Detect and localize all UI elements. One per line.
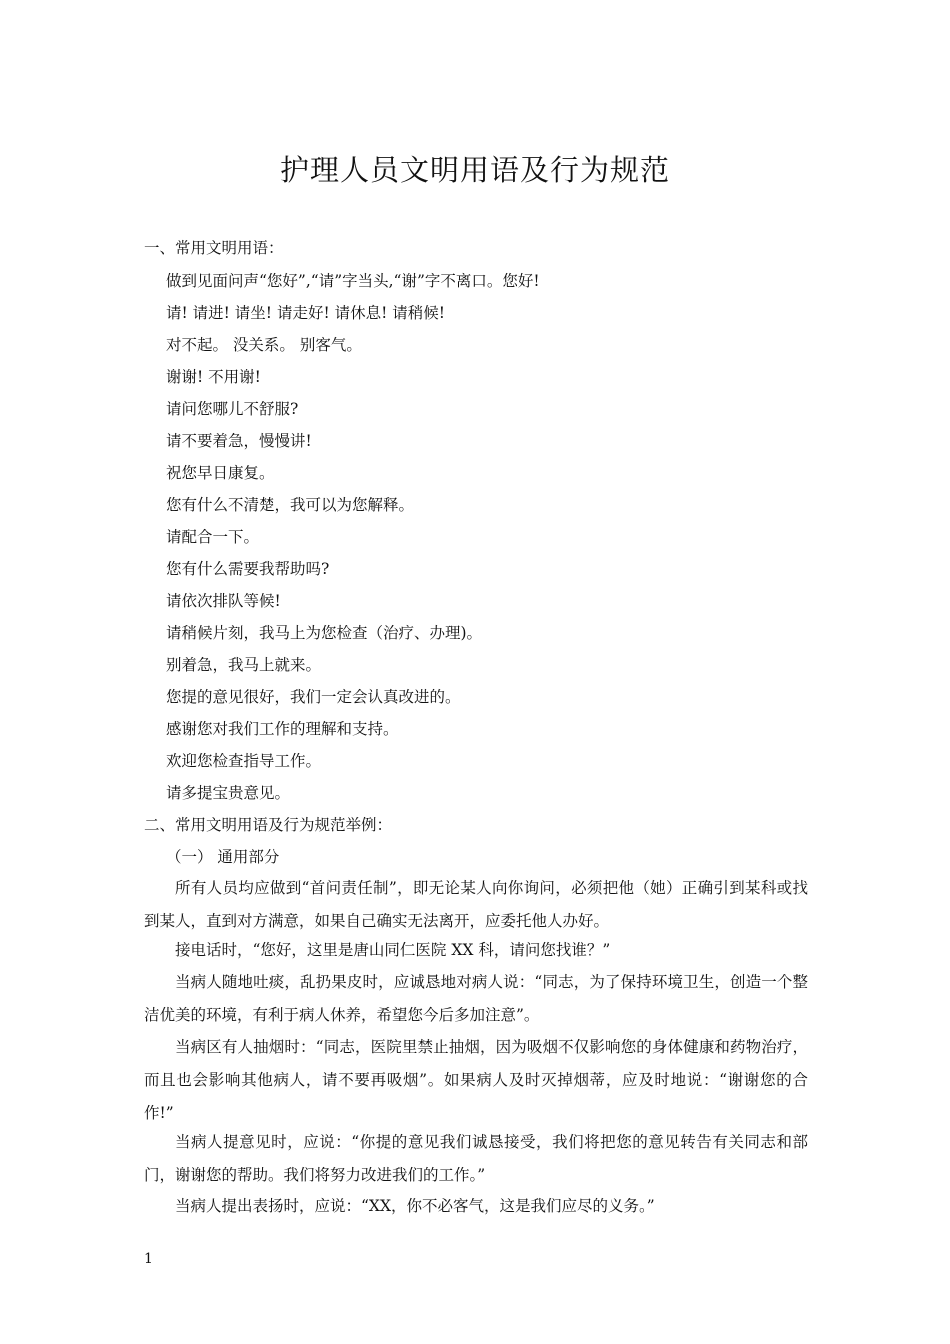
phrase-line: 您提的意见很好，我们一定会认真改进的。 bbox=[166, 688, 461, 706]
phrase-line: 您有什么不清楚，我可以为您解释。 bbox=[166, 496, 415, 514]
phrase-line: 请不要着急，慢慢讲! bbox=[166, 432, 312, 450]
phrase-line: 做到见面问声“您好”,“请”字当头,“谢”字不离口。您好! bbox=[166, 272, 540, 290]
phrase-line: 请多提宝贵意见。 bbox=[166, 784, 291, 802]
body-paragraph: 所有人员均应做到“首问责任制”，即无论某人向你询问，必须把他（她）正确引到某科或找到某人，直到对方满意，如果自己确实无法离开，应委托他人办好。 bbox=[144, 879, 808, 930]
body-paragraph: 当病区有人抽烟时：“同志，医院里禁止抽烟，因为吸烟不仅影响您的身体健康和药物治疗，而且也会影响其他病人，请不要再吸烟”。如果病人及时灭掉烟蒂，应及时地说：“谢谢您的合作!” bbox=[144, 1038, 808, 1122]
page-number: 1 bbox=[144, 1251, 153, 1267]
phrase-line: 请稍候片刻，我马上为您检查（治疗、办理)。 bbox=[166, 624, 483, 642]
phrase-line: 祝您早日康复。 bbox=[166, 464, 275, 482]
phrase-line: 您有什么需要我帮助吗? bbox=[166, 560, 330, 578]
phrase-line: 请! 请进! 请坐! 请走好! 请休息! 请稍候! bbox=[166, 304, 446, 322]
phrase-line: 感谢您对我们工作的理解和支持。 bbox=[166, 720, 399, 738]
phrase-line: 请问您哪儿不舒服? bbox=[166, 400, 299, 418]
body-paragraph: 接电话时，“您好，这里是唐山同仁医院 XX 科，请问您找谁？” bbox=[175, 941, 611, 959]
phrase-line: 对不起。 没关系。 别客气。 bbox=[166, 336, 362, 354]
phrase-line: 欢迎您检查指导工作。 bbox=[166, 752, 322, 770]
document-title: 护理人员文明用语及行为规范 bbox=[279, 153, 670, 187]
phrase-line: 请依次排队等候! bbox=[166, 592, 281, 610]
phrase-line: 谢谢! 不用谢! bbox=[166, 368, 261, 386]
body-paragraph: 当病人随地吐痰，乱扔果皮时，应诚恳地对病人说：“同志，为了保持环境卫生，创造一个整洁优美的环境，有利于病人休养，希望您今后多加注意”。 bbox=[144, 973, 808, 1024]
phrase-line: 请配合一下。 bbox=[166, 528, 260, 546]
body-paragraph: 当病人提意见时，应说：“你提的意见我们诚恳接受，我们将把您的意见转告有关同志和部门，谢谢您的帮助。我们将努力改进我们的工作。” bbox=[144, 1133, 808, 1184]
body-paragraph: 当病人提出表扬时，应说：“XX，你不必客气，这是我们应尽的义务。” bbox=[175, 1197, 655, 1215]
section-heading-1: 一、常用文明用语： bbox=[144, 239, 284, 257]
subsection-heading: （一） 通用部分 bbox=[166, 848, 280, 866]
section-heading-2: 二、常用文明用语及行为规范举例： bbox=[144, 816, 393, 834]
phrase-line: 别着急，我马上就来。 bbox=[166, 656, 322, 674]
